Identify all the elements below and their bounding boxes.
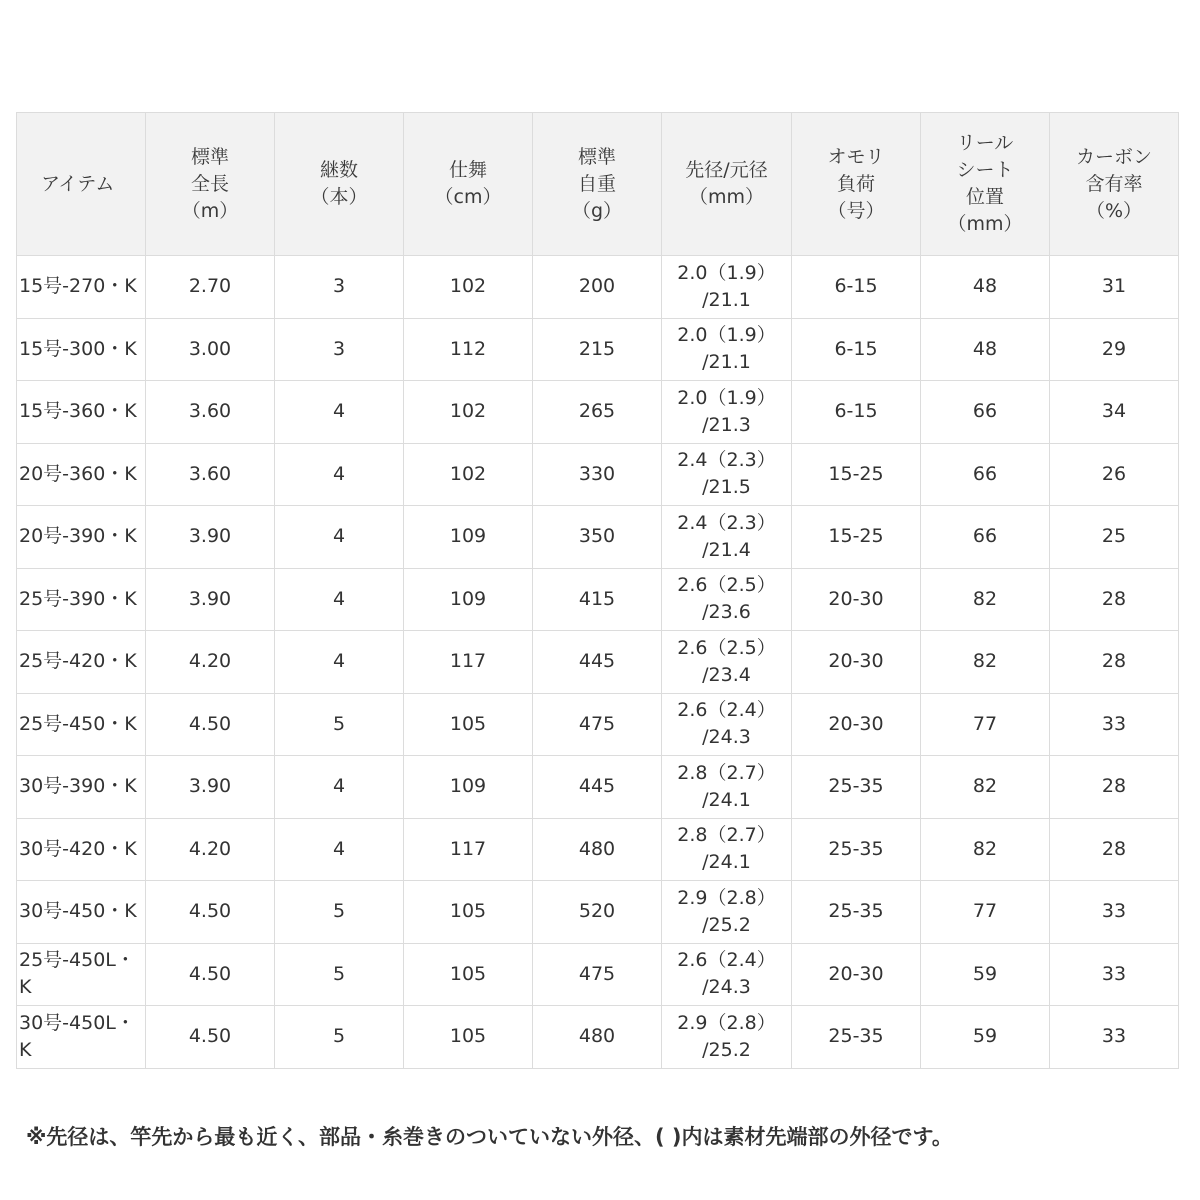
cell-carbon: 28	[1050, 818, 1179, 881]
cell-reel-seat: 66	[921, 443, 1050, 506]
cell-sinker-load: 6-15	[792, 318, 921, 381]
cell-item: 25号-420・K	[17, 631, 146, 694]
cell-sinker-load: 20-30	[792, 943, 921, 1006]
cell-reel-seat: 66	[921, 381, 1050, 444]
cell-item: 30号-450・K	[17, 881, 146, 944]
cell-item: 30号-390・K	[17, 756, 146, 819]
cell-reel-seat: 82	[921, 818, 1050, 881]
cell-item: 25号-450・K	[17, 693, 146, 756]
cell-closed-length: 112	[404, 318, 533, 381]
cell-tip: 2.6（2.5） /23.4	[662, 631, 792, 694]
table-row	[17, 568, 1179, 631]
cell-sections: 4	[275, 568, 404, 631]
table-row	[17, 256, 1179, 319]
spec-table	[16, 112, 1179, 1069]
cell-carbon: 26	[1050, 443, 1179, 506]
cell-weight: 200	[533, 256, 662, 319]
cell-closed-length: 102	[404, 381, 533, 444]
cell-weight: 520	[533, 881, 662, 944]
cell-weight: 480	[533, 818, 662, 881]
cell-carbon: 28	[1050, 756, 1179, 819]
cell-tip: 2.8（2.7） /24.1	[662, 818, 792, 881]
cell-closed-length: 117	[404, 631, 533, 694]
table-row	[17, 756, 1179, 819]
cell-reel-seat: 82	[921, 756, 1050, 819]
cell-closed-length: 109	[404, 506, 533, 569]
cell-length: 4.50	[146, 1006, 275, 1069]
cell-closed-length: 105	[404, 943, 533, 1006]
cell-tip: 2.9（2.8） /25.2	[662, 881, 792, 944]
cell-length: 3.60	[146, 381, 275, 444]
cell-tip: 2.0（1.9） /21.1	[662, 318, 792, 381]
cell-reel-seat: 66	[921, 506, 1050, 569]
cell-closed-length: 105	[404, 693, 533, 756]
cell-length: 3.00	[146, 318, 275, 381]
cell-tip: 2.0（1.9） /21.1	[662, 256, 792, 319]
cell-sections: 4	[275, 506, 404, 569]
cell-reel-seat: 59	[921, 1006, 1050, 1069]
header-item: アイテム	[17, 113, 146, 256]
cell-carbon: 33	[1050, 693, 1179, 756]
cell-carbon: 29	[1050, 318, 1179, 381]
cell-tip: 2.6（2.4） /24.3	[662, 693, 792, 756]
cell-sections: 5	[275, 1006, 404, 1069]
table-row	[17, 943, 1179, 1006]
cell-item: 15号-300・K	[17, 318, 146, 381]
cell-closed-length: 109	[404, 756, 533, 819]
cell-item: 15号-270・K	[17, 256, 146, 319]
cell-sinker-load: 25-35	[792, 818, 921, 881]
table-row	[17, 881, 1179, 944]
cell-sections: 4	[275, 381, 404, 444]
cell-closed-length: 105	[404, 881, 533, 944]
cell-weight: 415	[533, 568, 662, 631]
cell-sinker-load: 25-35	[792, 756, 921, 819]
header-sections: 継数 （本）	[275, 113, 404, 256]
cell-length: 3.60	[146, 443, 275, 506]
cell-length: 3.90	[146, 506, 275, 569]
cell-item: 20号-390・K	[17, 506, 146, 569]
cell-item: 30号-420・K	[17, 818, 146, 881]
table-row	[17, 693, 1179, 756]
cell-reel-seat: 82	[921, 568, 1050, 631]
cell-weight: 475	[533, 943, 662, 1006]
header-sinker-load: オモリ 負荷 （号）	[792, 113, 921, 256]
cell-length: 4.50	[146, 943, 275, 1006]
cell-sections: 5	[275, 943, 404, 1006]
cell-sinker-load: 25-35	[792, 1006, 921, 1069]
cell-item: 30号-450L・K	[17, 1006, 146, 1069]
cell-sinker-load: 20-30	[792, 693, 921, 756]
cell-sections: 5	[275, 693, 404, 756]
cell-tip: 2.9（2.8） /25.2	[662, 1006, 792, 1069]
table-row	[17, 1006, 1179, 1069]
cell-length: 3.90	[146, 756, 275, 819]
cell-weight: 480	[533, 1006, 662, 1069]
table-body	[17, 256, 1179, 1069]
table-row	[17, 631, 1179, 694]
cell-sinker-load: 15-25	[792, 506, 921, 569]
header-length: 標準 全長 （m）	[146, 113, 275, 256]
cell-closed-length: 102	[404, 256, 533, 319]
cell-item: 25号-450L・K	[17, 943, 146, 1006]
cell-weight: 215	[533, 318, 662, 381]
cell-sinker-load: 20-30	[792, 568, 921, 631]
table-row	[17, 318, 1179, 381]
cell-length: 4.20	[146, 631, 275, 694]
cell-sections: 4	[275, 443, 404, 506]
cell-tip: 2.4（2.3） /21.4	[662, 506, 792, 569]
cell-sinker-load: 6-15	[792, 381, 921, 444]
cell-carbon: 25	[1050, 506, 1179, 569]
cell-reel-seat: 77	[921, 881, 1050, 944]
cell-carbon: 34	[1050, 381, 1179, 444]
cell-sinker-load: 20-30	[792, 631, 921, 694]
header-reel-seat-position: リール シート 位置 （mm）	[921, 113, 1050, 256]
cell-item: 25号-390・K	[17, 568, 146, 631]
cell-tip: 2.6（2.5） /23.6	[662, 568, 792, 631]
cell-weight: 445	[533, 631, 662, 694]
cell-carbon: 28	[1050, 631, 1179, 694]
cell-carbon: 33	[1050, 1006, 1179, 1069]
table-header	[17, 113, 1179, 256]
cell-sections: 3	[275, 256, 404, 319]
cell-item: 15号-360・K	[17, 381, 146, 444]
table-row	[17, 381, 1179, 444]
cell-carbon: 33	[1050, 943, 1179, 1006]
footnote: ※先径は、竿先から最も近く、部品・糸巻きのついていない外径、( )内は素材先端部の外径です。	[26, 1125, 953, 1149]
cell-carbon: 33	[1050, 881, 1179, 944]
cell-closed-length: 117	[404, 818, 533, 881]
cell-closed-length: 102	[404, 443, 533, 506]
header-carbon-content: カーボン 含有率 （%）	[1050, 113, 1179, 256]
cell-tip: 2.6（2.4） /24.3	[662, 943, 792, 1006]
header-row	[17, 113, 1179, 256]
cell-tip: 2.8（2.7） /24.1	[662, 756, 792, 819]
cell-sections: 5	[275, 881, 404, 944]
cell-weight: 330	[533, 443, 662, 506]
cell-item: 20号-360・K	[17, 443, 146, 506]
cell-sinker-load: 25-35	[792, 881, 921, 944]
cell-length: 3.90	[146, 568, 275, 631]
cell-weight: 350	[533, 506, 662, 569]
cell-sinker-load: 15-25	[792, 443, 921, 506]
cell-sections: 3	[275, 318, 404, 381]
cell-reel-seat: 77	[921, 693, 1050, 756]
cell-weight: 265	[533, 381, 662, 444]
header-tip-butt-diameter: 先径/元径 （mm）	[662, 113, 792, 256]
header-closed-length: 仕舞 （cm）	[404, 113, 533, 256]
cell-length: 2.70	[146, 256, 275, 319]
cell-sinker-load: 6-15	[792, 256, 921, 319]
cell-closed-length: 109	[404, 568, 533, 631]
cell-tip: 2.0（1.9） /21.3	[662, 381, 792, 444]
cell-sections: 4	[275, 631, 404, 694]
cell-reel-seat: 48	[921, 318, 1050, 381]
cell-carbon: 31	[1050, 256, 1179, 319]
cell-length: 4.20	[146, 818, 275, 881]
cell-reel-seat: 82	[921, 631, 1050, 694]
cell-closed-length: 105	[404, 1006, 533, 1069]
table-row	[17, 443, 1179, 506]
cell-weight: 475	[533, 693, 662, 756]
table-row	[17, 818, 1179, 881]
cell-weight: 445	[533, 756, 662, 819]
table-row	[17, 506, 1179, 569]
cell-reel-seat: 48	[921, 256, 1050, 319]
cell-tip: 2.4（2.3） /21.5	[662, 443, 792, 506]
cell-length: 4.50	[146, 693, 275, 756]
cell-sections: 4	[275, 756, 404, 819]
cell-carbon: 28	[1050, 568, 1179, 631]
cell-length: 4.50	[146, 881, 275, 944]
cell-reel-seat: 59	[921, 943, 1050, 1006]
header-weight: 標準 自重 （g）	[533, 113, 662, 256]
cell-sections: 4	[275, 818, 404, 881]
